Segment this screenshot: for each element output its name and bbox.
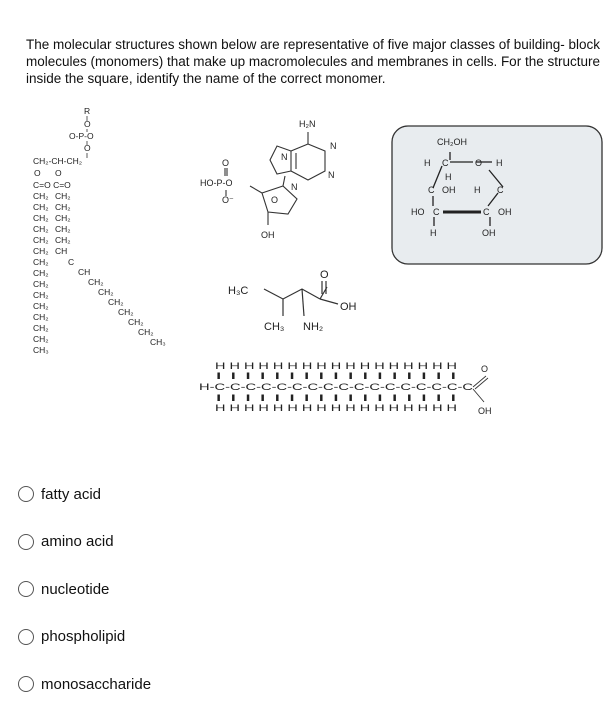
phospholipid-r: R xyxy=(84,106,91,116)
amino-acid-nh2: NH₂ xyxy=(303,321,324,333)
radio-button[interactable] xyxy=(18,534,34,550)
option-phospholipid[interactable] xyxy=(18,625,318,649)
sugar-h-mid-right: H xyxy=(474,185,481,195)
fatty-acid-oh: OH xyxy=(478,406,492,416)
phospholipid-o-ester-1: O xyxy=(34,168,41,178)
chain-carbon: CH₂ xyxy=(33,224,49,234)
chain-carbon: CH₂ xyxy=(55,213,71,223)
chain-carbon: CH₂ xyxy=(33,235,49,245)
nucleotide-n2: N xyxy=(330,141,337,151)
radio-button[interactable] xyxy=(18,486,34,502)
fatty-acid-bonds-bottom: I I I I I I I I I I I I I I I I I xyxy=(215,393,457,403)
chain-carbon: CH₂ xyxy=(33,279,49,289)
sugar-c-right: C xyxy=(497,185,504,195)
chain-carbon: CH₂ xyxy=(108,297,124,307)
sugar-ch2oh: CH₂OH xyxy=(437,137,467,147)
sugar-c-bottom-right: C xyxy=(483,207,490,217)
option-fatty-acid[interactable] xyxy=(18,482,318,506)
nucleotide-n3: N xyxy=(328,170,335,180)
chain-carbon: CH₂ xyxy=(33,246,49,256)
boxed-structure xyxy=(392,126,602,264)
chain-carbon: CH₂ xyxy=(33,301,49,311)
chain-carbon: CH₂ xyxy=(98,287,114,297)
radio-button[interactable] xyxy=(18,676,34,692)
nucleotide-oh: OH xyxy=(261,230,275,240)
option-label: amino acid xyxy=(41,533,114,550)
chain-carbon: CH xyxy=(55,246,68,256)
chain-carbon: CH₃ xyxy=(150,337,166,347)
sugar-h-top-left: H xyxy=(424,158,431,168)
option-label: fatty acid xyxy=(41,485,102,503)
sugar-oh-mid: OH xyxy=(442,185,456,195)
chain-carbon: CH xyxy=(78,267,91,277)
sugar-oh-right: OH xyxy=(498,207,512,217)
phospholipid-chain-right xyxy=(55,191,166,347)
phospholipid-structure xyxy=(33,106,166,355)
option-monosaccharide[interactable] xyxy=(18,672,318,696)
chain-carbon: CH₂ xyxy=(33,257,49,267)
chain-carbon: CH₂ xyxy=(138,327,154,337)
chain-carbon: CH₂ xyxy=(33,323,49,333)
question-text: The molecular structures shown below are representative of five major classes of building- block molecules (monomers) that make up macromolecules and membranes in cells. For the structure inside the square, identify the name of the correct monomer. xyxy=(26,37,601,86)
chain-carbon: CH₂ xyxy=(33,191,49,201)
nucleotide-structure xyxy=(225,132,325,225)
nucleotide-o-double: O xyxy=(222,158,230,168)
chain-carbon: CH₂ xyxy=(55,202,71,212)
option-nucleotide[interactable] xyxy=(18,577,318,601)
chain-carbon: CH₂ xyxy=(33,334,49,344)
nucleotide-nh2: H₂N xyxy=(299,119,316,129)
amino-acid-structure xyxy=(264,281,338,316)
phospholipid-carbonyls: C=O C=O xyxy=(33,180,71,190)
chain-carbon: CH₂ xyxy=(33,202,49,212)
answer-options xyxy=(18,482,318,720)
sugar-o-ring: O xyxy=(475,158,483,168)
fatty-acid-carbon-chain: H-C-C-C-C-C-C-C-C-C-C-C-C-C-C-C-C-C xyxy=(199,382,474,392)
chain-kink-carbon: C xyxy=(68,257,75,267)
phospholipid-o-ester-2: O xyxy=(55,168,62,178)
option-label: nucleotide xyxy=(41,580,110,598)
nucleotide-n4: N xyxy=(291,182,298,192)
amino-acid-ch3: CH₃ xyxy=(264,321,285,333)
amino-acid-labels xyxy=(228,269,357,333)
chain-carbon: CH₂ xyxy=(88,277,104,287)
sugar-h-bottom: H xyxy=(430,228,437,238)
amino-acid-o: O xyxy=(320,269,329,281)
nucleotide-o-minus: O⁻ xyxy=(222,195,234,205)
sugar-h-inner: H xyxy=(445,172,452,182)
chain-carbon: CH₂ xyxy=(118,307,134,317)
radio-button[interactable] xyxy=(18,629,34,645)
chain-carbon: CH₂ xyxy=(33,213,49,223)
fatty-acid-structure xyxy=(199,361,492,416)
chain-carbon: CH₂ xyxy=(55,235,71,245)
sugar-ho-left: HO xyxy=(411,207,425,217)
nucleotide-phosphate: HO-P-O xyxy=(200,178,233,188)
sugar-c-top: C xyxy=(442,158,449,168)
option-label: monosaccharide xyxy=(41,675,152,693)
option-amino-acid[interactable] xyxy=(18,530,318,554)
phospholipid-o-bridge: O xyxy=(84,143,91,153)
sugar-h-top-right: H xyxy=(496,158,503,168)
sugar-c-bottom-left: C xyxy=(433,207,440,217)
sugar-c-left: C xyxy=(428,185,435,195)
chain-carbon: CH₂ xyxy=(33,290,49,300)
fatty-acid-h-bottom: H H H H H H H H H H H H H H H H H xyxy=(215,403,457,413)
radio-button[interactable] xyxy=(18,581,34,597)
phospholipid-chain-left xyxy=(33,191,49,355)
chain-carbon: CH₂ xyxy=(55,224,71,234)
phospholipid-glycerol: CH₂-CH-CH₂ xyxy=(33,156,83,166)
fatty-acid-bonds-top: I I I I I I I I I I I I I I I I I xyxy=(215,371,457,381)
chain-carbon: CH₂ xyxy=(128,317,144,327)
chain-carbon: CH₂ xyxy=(55,191,71,201)
fatty-acid-o: O xyxy=(481,364,489,374)
fatty-acid-h-top: H H H H H H H H H H H H H H H H H xyxy=(215,361,457,371)
phospholipid-phosphate: O-P-O xyxy=(69,131,94,141)
amino-acid-h3c: H₃C xyxy=(228,285,249,297)
sugar-oh-bottom: OH xyxy=(482,228,496,238)
option-label: phospholipid xyxy=(41,628,126,645)
phospholipid-o-top: O xyxy=(84,119,91,129)
nucleotide-ring-o: O xyxy=(271,195,279,205)
amino-acid-oh: OH xyxy=(340,301,357,313)
nucleotide-n1: N xyxy=(281,152,288,162)
chain-carbon: CH₂ xyxy=(33,268,49,278)
chain-carbon: CH₃ xyxy=(33,345,49,355)
chain-carbon: CH₂ xyxy=(33,312,49,322)
